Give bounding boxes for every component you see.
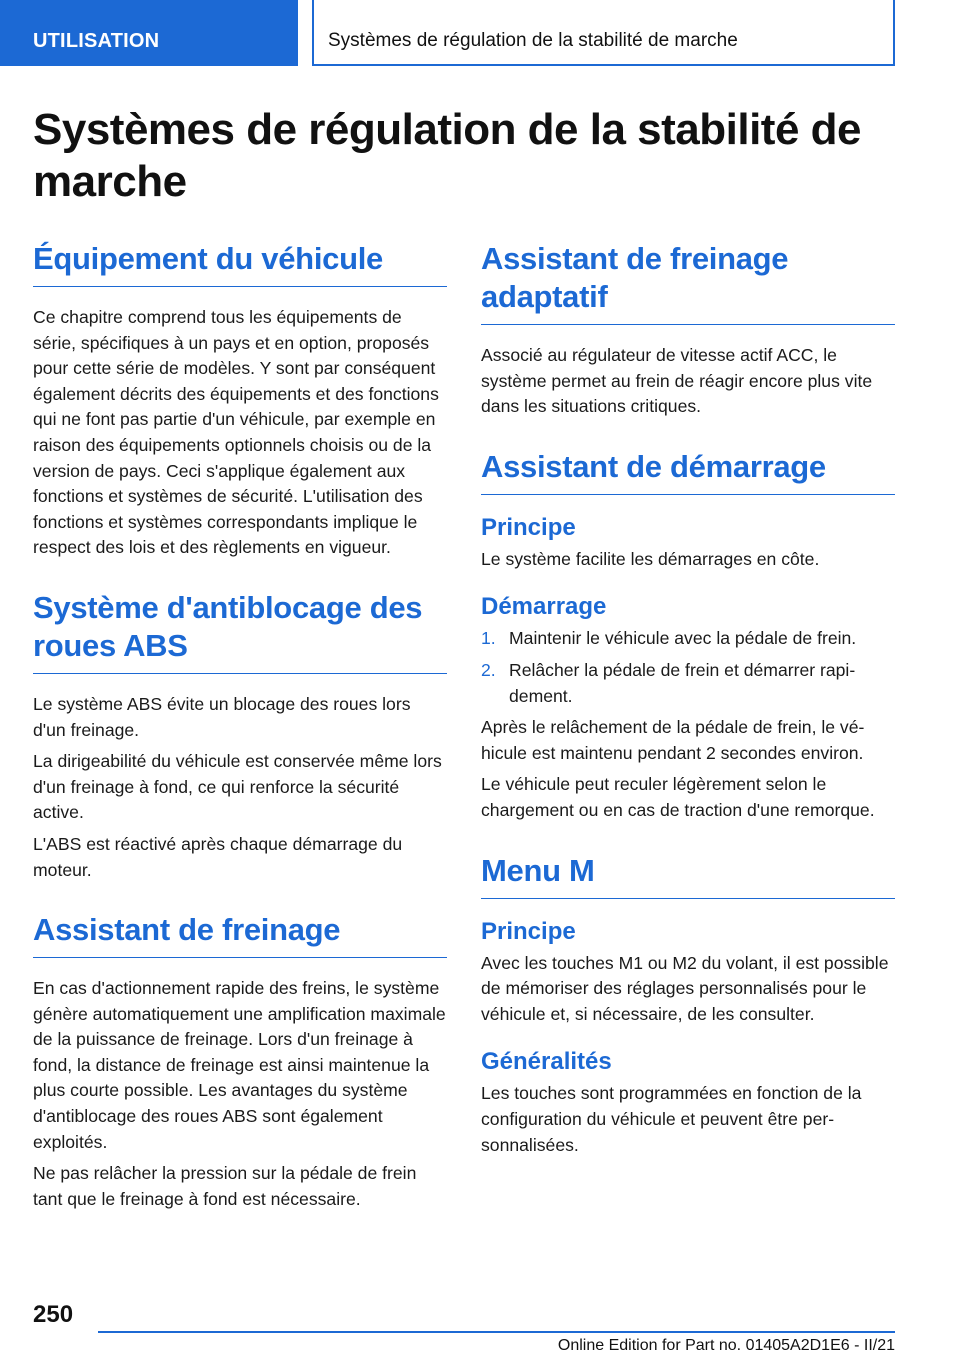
menu-principe-text: Avec les touches M1 ou M2 du volant, il est possible de mémoriser des réglages personnalisés pour le véhicule et, si nécessaire, de les consulter. xyxy=(481,952,889,1024)
freinage-text-1: En cas d'actionnement rapide des freins, le système génère automatiquement une amplification maximale de la puissance de freinage. Lors d'un freinage à fond, la distance de freinage est ainsi maintenue la plus courte possible. Les avantages du système d'antiblocage des roues ABS sont également exploités. xyxy=(33,978,446,1152)
left-column xyxy=(33,240,447,1218)
section-tab: UTILISATION xyxy=(0,0,298,66)
heading-assistant-demarrage: Assistant de démarrage xyxy=(481,448,895,495)
abs-text-1: Le système ABS évite un blocage des roues lors d'un freinage. xyxy=(33,693,411,740)
header-chapter-title: Systèmes de régulation de la stabilité de marche xyxy=(312,0,895,66)
generalites-text: Les touches sont programmées en fonction de la configuration du véhicule et peuvent être personnalisées. xyxy=(481,1083,862,1155)
step-number: 2. xyxy=(481,659,496,680)
adaptatif-text: Associé au régulateur de vitesse actif ACC, le système permet au frein de réagir encore plus vite dans les situations critiques. xyxy=(481,345,873,417)
heading-freinage-adaptatif: Assistant de freinage adaptatif xyxy=(481,240,895,325)
page-number: 250 xyxy=(33,1301,74,1328)
subheading-menu-principe: Principe xyxy=(481,917,576,945)
page-header xyxy=(0,0,960,66)
list-item xyxy=(481,658,895,709)
step-text: Relâcher la pédale de frein et démarrer rapidement. xyxy=(509,659,856,706)
demarrage-steps xyxy=(481,626,895,709)
page-title: Systèmes de régulation de la stabilité de marche xyxy=(33,105,862,206)
freinage-text-2: Ne pas relâcher la pression sur la pédale de frein tant que le freinage à fond est nécessaire. xyxy=(33,1163,417,1209)
heading-assistant-freinage: Assistant de freinage xyxy=(33,911,447,958)
abs-text-3: L'ABS est réactivé après chaque démarrage du moteur. xyxy=(33,833,403,880)
list-item xyxy=(481,626,895,652)
step-number: 1. xyxy=(481,628,496,649)
subheading-demarrage: Démarrage xyxy=(481,593,607,621)
step-text: Maintenir le véhicule avec la pédale de frein. xyxy=(509,628,857,649)
subheading-generalites: Généralités xyxy=(481,1048,612,1076)
heading-abs: Système d'antiblocage des roues ABS xyxy=(33,589,447,674)
principe-text: Le système facilite les démarrages en côte. xyxy=(481,548,820,569)
abs-text-2: La dirigeabilité du véhicule est conservée même lors d'un freinage à fond, ce qui renforce la sécurité active. xyxy=(33,751,442,823)
footer-edition: Online Edition for Part no. 01405A2D1E6 - II/21 xyxy=(557,1337,895,1354)
heading-menu-m: Menu M xyxy=(481,852,895,899)
subheading-principe: Principe xyxy=(481,513,576,541)
demarrage-text-2: Le véhicule peut reculer légèrement selon le chargement ou en cas de traction d'une remorque. xyxy=(481,774,875,820)
heading-equipement: Équipement du véhicule xyxy=(33,240,447,287)
footer-divider xyxy=(98,1331,895,1333)
right-column xyxy=(481,240,895,1164)
demarrage-text-1: Après le relâchement de la pédale de frein, le véhicule est maintenu pendant 2 secondes environ. xyxy=(481,717,865,763)
equipement-text: Ce chapitre comprend tous les équipements de série, spécifiques à un pays et en option, proposés pour cette série de modèles. Y sont par conséquent également décrits des équipements et des fonctions qui ne font pas partie d'un véhicule, par exemple en raison des équipements optionnels choisis ou de la version de pays. Ceci s'applique également aux fonctions et systèmes de sécurité. L'utilisation des fonctions et systèmes correspondants implique le respect des lois et des règlements en vigueur. xyxy=(33,307,439,558)
